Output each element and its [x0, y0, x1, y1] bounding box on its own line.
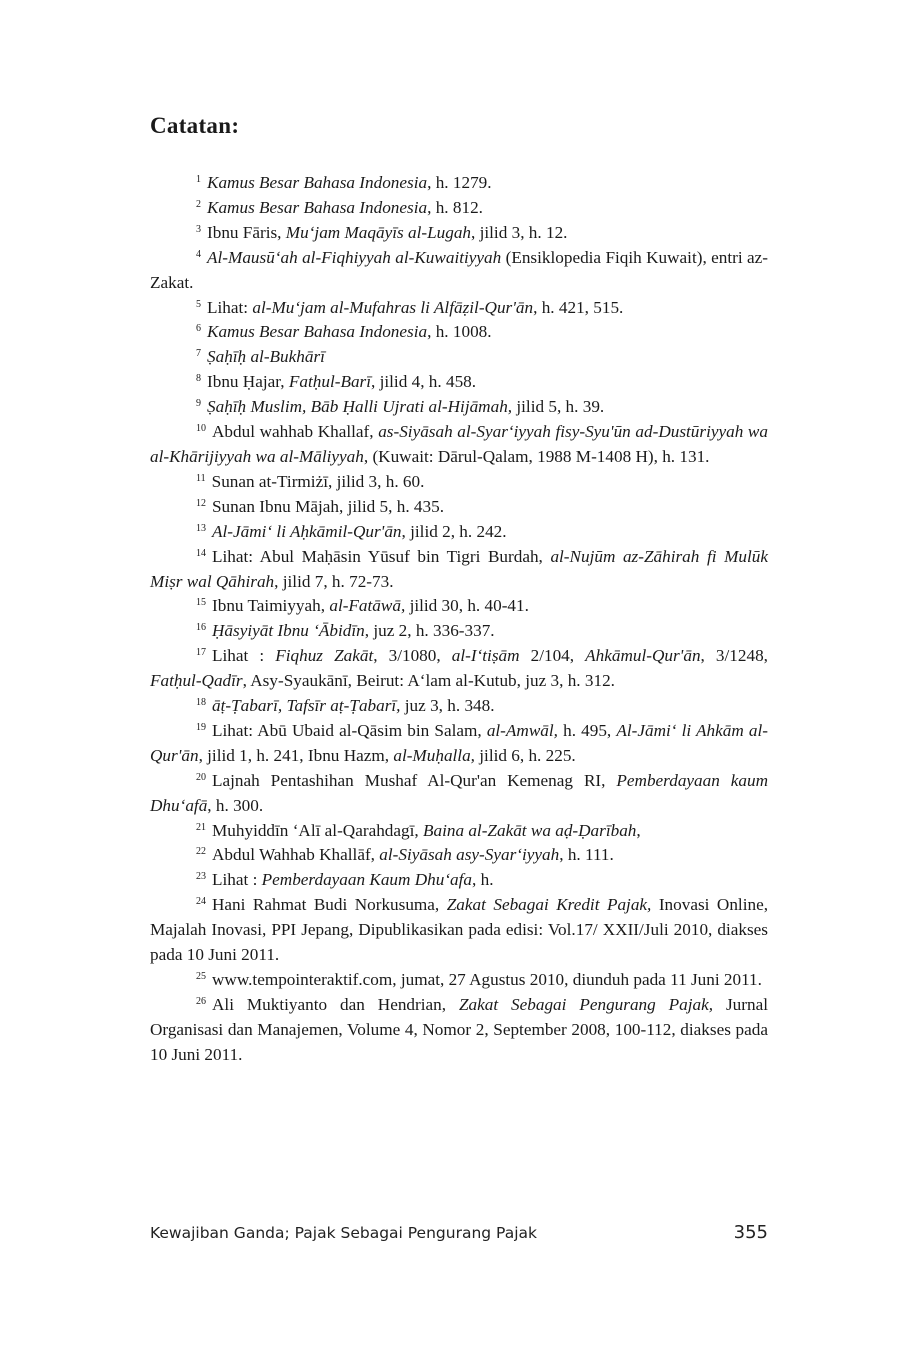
endnote-number: 3	[196, 223, 201, 235]
endnote-italic-title: Baina al-Zakāt wa aḍ-Ḍarībah	[422, 820, 637, 840]
endnote-number: 9	[196, 398, 201, 410]
endnote-number: 22	[196, 846, 206, 858]
endnote-text: , jilid 2, h. 242.	[401, 521, 507, 541]
endnote-17	[150, 644, 768, 694]
endnote-text: 2/104,	[519, 646, 586, 666]
endnote-italic-title: Pemberdayaan Kaum Dhu‘afa	[261, 870, 473, 890]
endnote-10	[150, 420, 768, 470]
endnote-9	[150, 395, 768, 420]
endnote-number: 6	[196, 323, 201, 335]
endnote-25	[150, 968, 768, 993]
endnote-1	[150, 171, 768, 196]
endnote-italic-title: Fiqhuz Zakāt	[275, 646, 374, 666]
endnote-number: 10	[196, 423, 206, 435]
endnote-italic-title: Al-Jāmi‘ li Aḥkāmil-Qur'ān	[212, 521, 402, 541]
endnote-12	[150, 495, 768, 520]
endnote-italic-title: Pemberdayaan kaum Dhu‘afā	[150, 770, 769, 815]
endnote-italic-title: al-I‘tiṣām	[451, 646, 520, 666]
endnote-number: 2	[196, 198, 201, 210]
endnote-number: 13	[196, 522, 206, 534]
endnote-italic-title: Ṣaḥīḥ Muslim, Bāb Ḥalli Ujrati al-Hijāmah,	[207, 397, 513, 417]
endnote-number: 18	[196, 697, 206, 709]
endnote-22	[150, 843, 768, 868]
endnote-14	[150, 545, 768, 595]
endnote-number: 15	[196, 597, 206, 609]
endnote-text: , 3/1248,	[700, 646, 768, 666]
endnote-19	[150, 719, 768, 769]
page-footer	[150, 1222, 768, 1248]
endnote-italic-title: Kamus Besar Bahasa Indonesia	[207, 322, 428, 342]
endnote-text: , Asy-Syaukānī, Beirut: A‘lam al-Kutub, juz 3, h. 312.	[242, 671, 615, 691]
endnote-2	[150, 196, 768, 221]
endnote-text: , jilid 4, h. 458.	[371, 372, 477, 392]
endnote-number: 20	[196, 771, 206, 783]
endnote-number: 21	[196, 821, 206, 833]
endnote-text: Muhyiddīn ‘Alī al-Qarahdagī,	[212, 820, 423, 840]
endnote-text: Lihat: Abū Ubaid al-Qāsim bin Salam,	[212, 720, 487, 740]
endnote-text: , h.	[472, 870, 494, 890]
endnote-text: , 3/1080,	[373, 646, 452, 666]
endnote-18	[150, 694, 768, 719]
endnote-text: ,	[636, 820, 641, 840]
endnote-13	[150, 520, 768, 545]
endnote-text: Abdul wahhab Khallaf,	[212, 422, 379, 442]
endnote-italic-title: Zakat Sebagai Pengurang Pajak,	[458, 994, 714, 1014]
endnote-6	[150, 320, 768, 345]
endnote-21	[150, 819, 768, 844]
endnote-number: 11	[196, 472, 206, 484]
endnote-23	[150, 868, 768, 893]
endnote-italic-title: Mu‘jam Maqāyīs al-Lugah	[285, 222, 472, 242]
endnote-4	[150, 246, 768, 296]
endnote-text: Ali Muktiyanto dan Hendrian,	[212, 994, 459, 1014]
endnote-text: Jurnal Organisasi dan Manajemen, Volume 4, Nomor 2, September 2008, 100-112, diakses pada 10 Juni 2011.	[150, 994, 768, 1064]
endnote-italic-title: Kamus Besar Bahasa Indonesia	[207, 173, 428, 192]
endnote-text: , jilid 7, h. 72-73.	[274, 571, 394, 591]
endnote-number: 14	[196, 547, 206, 559]
endnote-text: jilid 5, h. 39.	[512, 397, 605, 417]
endnote-number: 1	[196, 174, 201, 185]
endnote-3	[150, 221, 768, 246]
endnote-number: 12	[196, 497, 206, 509]
endnote-italic-title: Ahkāmul-Qur'ān	[585, 646, 701, 666]
endnote-text: , juz 2, h. 336-337.	[364, 621, 495, 641]
endnote-italic-title: Zakat Sebagai Kredit Pajak,	[446, 895, 652, 915]
endnote-20	[150, 769, 768, 819]
endnote-24	[150, 893, 768, 968]
endnote-text: Inovasi Online, Majalah Inovasi, PPI Jepang, Dipublikasikan pada edisi: Vol.17/ XXII/Juli 2010, diakses pada 10 Juni 2011.	[150, 895, 768, 965]
endnote-text: h. 495,	[557, 720, 617, 740]
endnote-16	[150, 619, 768, 644]
endnote-number: 26	[196, 995, 206, 1007]
endnote-text: Lihat:	[207, 297, 253, 317]
endnote-text: , jilid 1, h. 241, Ibnu Hazm,	[198, 745, 394, 765]
endnote-11	[150, 470, 768, 495]
endnote-text: , jilid 3, h. 12.	[471, 222, 568, 242]
endnote-text: Abdul Wahhab Khallāf,	[212, 845, 380, 865]
running-title: Kewajiban Ganda; Pajak Sebagai Pengurang Pajak	[150, 1224, 537, 1242]
endnote-text: Hani Rahmat Budi Norkusuma,	[212, 895, 447, 915]
endnote-text: jilid 30, h. 40-41.	[405, 596, 529, 616]
endnote-text: Ibnu Fāris,	[207, 222, 286, 242]
endnote-number: 23	[196, 871, 206, 883]
endnote-italic-title: āṭ-Ṭabarī, Tafsīr aṭ-Ṭabarī,	[212, 696, 401, 716]
endnote-number: 24	[196, 896, 206, 908]
endnote-text: , h. 1008.	[427, 322, 492, 342]
endnote-text: , h. 111.	[559, 845, 614, 865]
notes-heading: Catatan:	[150, 113, 240, 138]
page-number: 355	[733, 1222, 768, 1243]
endnote-italic-title: al-Mu‘jam al-Mufahras li Alfāẓil-Qur'ān	[252, 297, 534, 317]
endnote-italic-title: al-Nujūm az-Zāhirah fi Mulūk Miṣr wal Qāhirah	[150, 546, 768, 591]
endnote-text: Ibnu Ḥajar,	[207, 372, 289, 392]
endnote-26	[150, 993, 768, 1068]
endnote-italic-title: al-Muḥalla,	[393, 745, 475, 765]
endnote-italic-title: Al-Jāmi‘ li Ahkām al-Qur'ān	[150, 720, 768, 765]
endnote-italic-title: al-Siyāsah asy-Syar‘iyyah	[379, 845, 560, 865]
endnote-text: Lajnah Pentashihan Mushaf Al-Qur'an Kemenag RI,	[212, 770, 617, 790]
endnote-text: www.tempointeraktif.com, jumat, 27 Agustus 2010, diunduh pada 11 Juni 2011.	[212, 970, 762, 989]
endnote-number: 19	[196, 721, 206, 733]
endnote-15	[150, 594, 768, 619]
endnote-italic-title: Kamus Besar Bahasa Indonesia	[207, 197, 428, 217]
endnote-italic-title: Fatḥul-Qadīr	[150, 671, 243, 691]
endnote-text: juz 3, h. 348.	[400, 696, 495, 716]
endnote-text: , (Kuwait: Dārul-Qalam, 1988 M-1408 H), h. 131.	[363, 446, 710, 466]
endnote-text: Ibnu Taimiyyah,	[212, 596, 330, 616]
endnote-number: 7	[196, 348, 201, 360]
endnote-number: 4	[196, 248, 201, 260]
endnote-5	[150, 296, 768, 321]
endnote-text: jilid 6, h. 225.	[474, 745, 576, 765]
endnote-text: , h. 812.	[427, 197, 483, 217]
endnotes-list	[150, 171, 768, 1068]
endnote-text: Lihat :	[212, 646, 276, 666]
endnote-italic-title: al-Amwāl,	[486, 720, 558, 740]
endnote-number: 25	[196, 971, 206, 982]
endnote-number: 16	[196, 622, 206, 634]
endnote-italic-title: as-Siyāsah al-Syar‘iyyah fisy-Syu'ūn ad-Dustūriyyah wa al-Khārijiyyah wa al-Māliyyah	[150, 422, 768, 466]
endnote-text: Sunan at-Tirmiżī, jilid 3, h. 60.	[211, 471, 425, 491]
endnote-italic-title: al-Fatāwā,	[329, 596, 406, 616]
endnote-number: 17	[196, 647, 206, 659]
endnote-text: , h. 300.	[207, 795, 264, 815]
endnote-text: , h. 1279.	[427, 173, 492, 192]
endnote-italic-title: Ḥāsyiyāt Ibnu ‘Ābidīn	[212, 621, 365, 641]
endnote-text: Lihat :	[212, 870, 262, 890]
endnote-italic-title: Ṣaḥīḥ al-Bukhārī	[207, 347, 325, 367]
endnote-italic-title: Al-Mausū‘ah al-Fiqhiyyah al-Kuwaitiyyah	[207, 247, 502, 267]
endnote-7	[150, 345, 768, 370]
endnote-number: 8	[196, 373, 201, 385]
endnote-text: Sunan Ibnu Mājah, jilid 5, h. 435.	[212, 496, 445, 516]
endnote-text: Lihat: Abul Maḥāsin Yūsuf bin Tigri Burdah,	[212, 546, 551, 566]
endnote-number: 5	[196, 298, 201, 310]
endnote-8	[150, 370, 768, 395]
endnote-italic-title: Fatḥul-Barī	[288, 372, 372, 392]
endnote-text: (Ensiklopedia Fiqih Kuwait), entri az-Zakat.	[150, 247, 768, 292]
endnote-text: , h. 421, 515.	[533, 297, 624, 317]
